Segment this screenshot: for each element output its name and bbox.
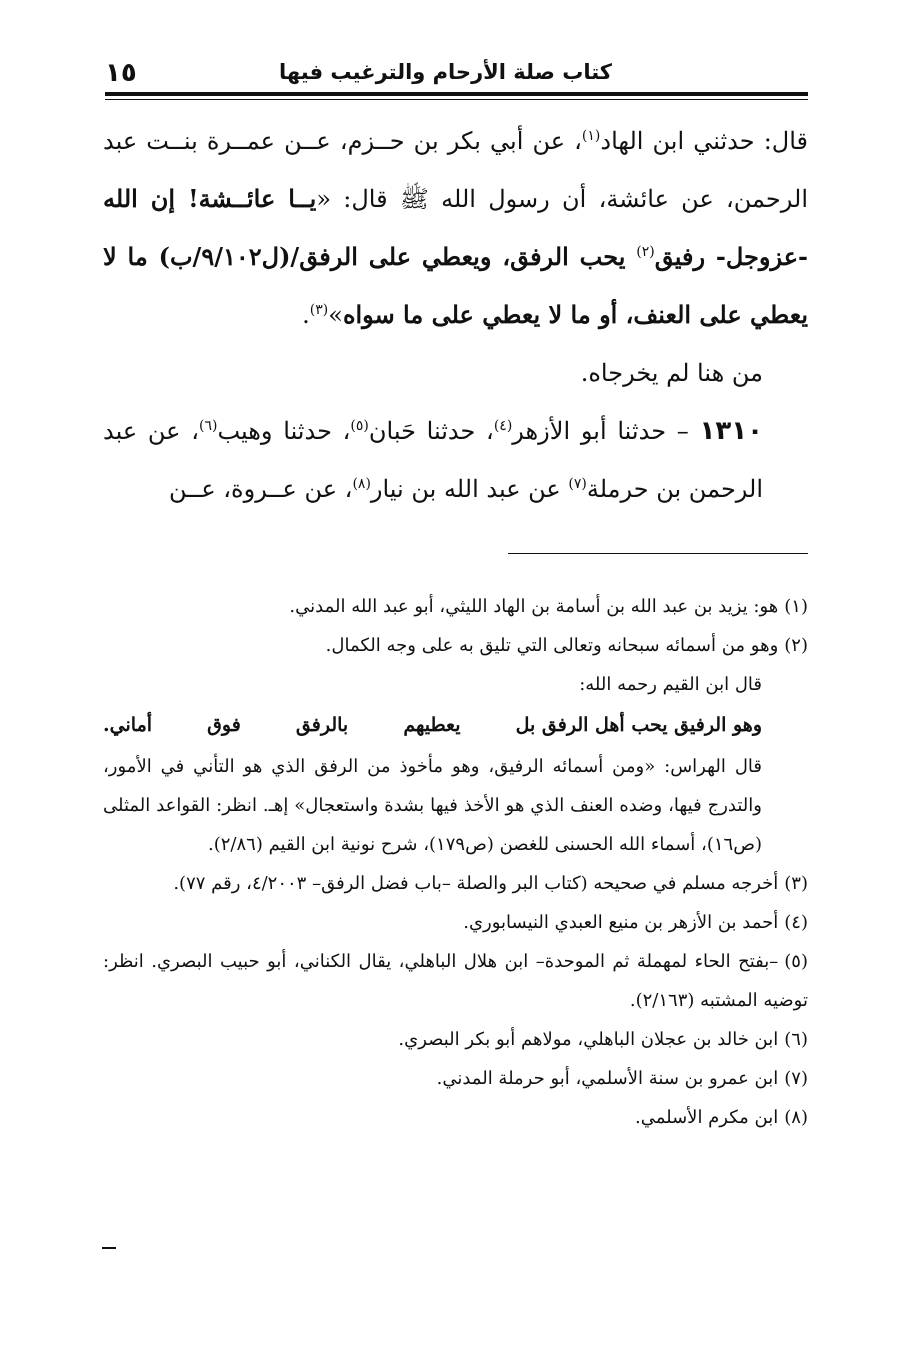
footnote-2-harras: قال الهراس: «ومن أسمائه الرفيق، وهو مأخوذ من الرفق الذي هو التأني في الأمور، والتدرج فيها، وضده العنف الذي هو الأخذ فيها بشدة واستعجال» إهـ. انظر: القواعد المثلى (ص١٦)، أسماء الله الحسنى للغصن (ص١٧٩)، شرح نونية ابن القيم (٢/٨٦). bbox=[103, 756, 762, 855]
page-number: ١٥ bbox=[105, 58, 137, 88]
main-text bbox=[103, 112, 808, 518]
footnote-ref-5[interactable]: (٥) bbox=[350, 418, 369, 434]
hadith-number: ١٣١٠ bbox=[699, 416, 763, 446]
prophetic-saying-cont: يحب الرفق، ويعطي على الرفق/(ل٩/١٠٢/ب) ما لا يعطي على العنف، أو ما لا يعطي على ما سواه bbox=[103, 242, 808, 329]
footnote-separator bbox=[508, 553, 808, 554]
paragraph-hadith-1310: ١٣١٠ – حدثنا أبو الأزهر$^{(٤)}$، حدثنا حَبان$^{(٥)}$، حدثنا وهيب$^{(٦)}$، عن عبد الرحمن بن حرملة$^{(٧)}$ عن عبد الله بن نيار$^{(٨)}$، عن عــروة، عــن bbox=[103, 416, 763, 503]
footnote-7: (٧)ابن عمرو بن سنة الأسلمي، أبو حرملة المدني. bbox=[436, 1068, 808, 1089]
footnote-1: (١)هو: يزيد بن عبد الله بن أسامة بن الهاد الليثي، أبو عبد الله المدني. bbox=[289, 596, 808, 617]
footnotes bbox=[103, 587, 808, 1137]
poem-part: بالرفق bbox=[295, 714, 349, 736]
paragraph-note: من هنا لم يخرجاه. bbox=[580, 359, 763, 387]
footnote-ref-8[interactable]: (٨) bbox=[352, 476, 371, 492]
page-header bbox=[105, 58, 808, 98]
footnote-ref-2[interactable]: (٢) bbox=[636, 244, 655, 260]
paragraph-hadith-text: قال: حدثني ابن الهاد$^{(١)}$، عن أبي بكر بن حــزم، عــن عمــرة بنــت عبد الرحمن، عن عائشة، أن رسول الله ﷺ قال: «يــا عائــشة! إن الله -عزوجل- رفيق$^{(٢)}$ يحب الرفق، ويعطي على الرفق/(ل٩/١٠٢/ب) ما لا يعطي على العنف، أو ما لا يعطي على ما سواه»$^{(٣)}$. bbox=[103, 127, 809, 329]
page-mark bbox=[102, 1247, 116, 1249]
running-title: كتاب صلة الأرحام والترغيب فيها bbox=[279, 60, 612, 84]
footnote-2: (٢)وهو من أسمائه سبحانه وتعالى التي تليق به على وجه الكمال. bbox=[325, 635, 808, 656]
poem-part: أماني. bbox=[103, 714, 153, 736]
poem-part: فوق bbox=[207, 714, 241, 736]
poem-part: وهو الرفيق يحب أهل الرفق بل bbox=[515, 714, 762, 736]
footnote-8: (٨)ابن مكرم الأسلمي. bbox=[635, 1107, 808, 1128]
prophetic-saying: يــا عائــشة! إن الله -عزوجل- رفيق bbox=[103, 184, 808, 271]
footnote-ref-3[interactable]: (٣) bbox=[309, 302, 329, 318]
footnote-ref-7[interactable]: (٧) bbox=[568, 476, 587, 492]
footnote-ref-4[interactable]: (٤) bbox=[493, 418, 513, 434]
footnote-2-quote-intro: قال ابن القيم رحمه الله: bbox=[579, 674, 762, 695]
footnote-5: (٥)–بفتح الحاء لمهملة ثم الموحدة– ابن هلال الباهلي، يقال الكناني، أبو حبيب البصري. انظر: توضيه المشتبه (٢/١٦٣). bbox=[103, 951, 808, 1011]
footnote-2-poem bbox=[103, 706, 808, 745]
header-rule bbox=[105, 92, 808, 96]
header-rule-thin bbox=[105, 99, 808, 100]
footnote-4: (٤)أحمد بن الأزهر بن منيع العبدي النيسابوري. bbox=[463, 912, 808, 933]
poem-part: يعطيهم bbox=[403, 714, 461, 736]
footnote-ref-6[interactable]: (٦) bbox=[198, 418, 218, 434]
footnote-3: (٣)أخرجه مسلم في صحيحه (كتاب البر والصلة –باب فضل الرفق– ٤/٢٠٠٣، رقم ٧٧). bbox=[173, 873, 808, 894]
footnote-6: (٦)ابن خالد بن عجلان الباهلي، مولاهم أبو بكر البصري. bbox=[398, 1029, 808, 1050]
footnote-ref-1[interactable]: (١) bbox=[581, 128, 601, 144]
